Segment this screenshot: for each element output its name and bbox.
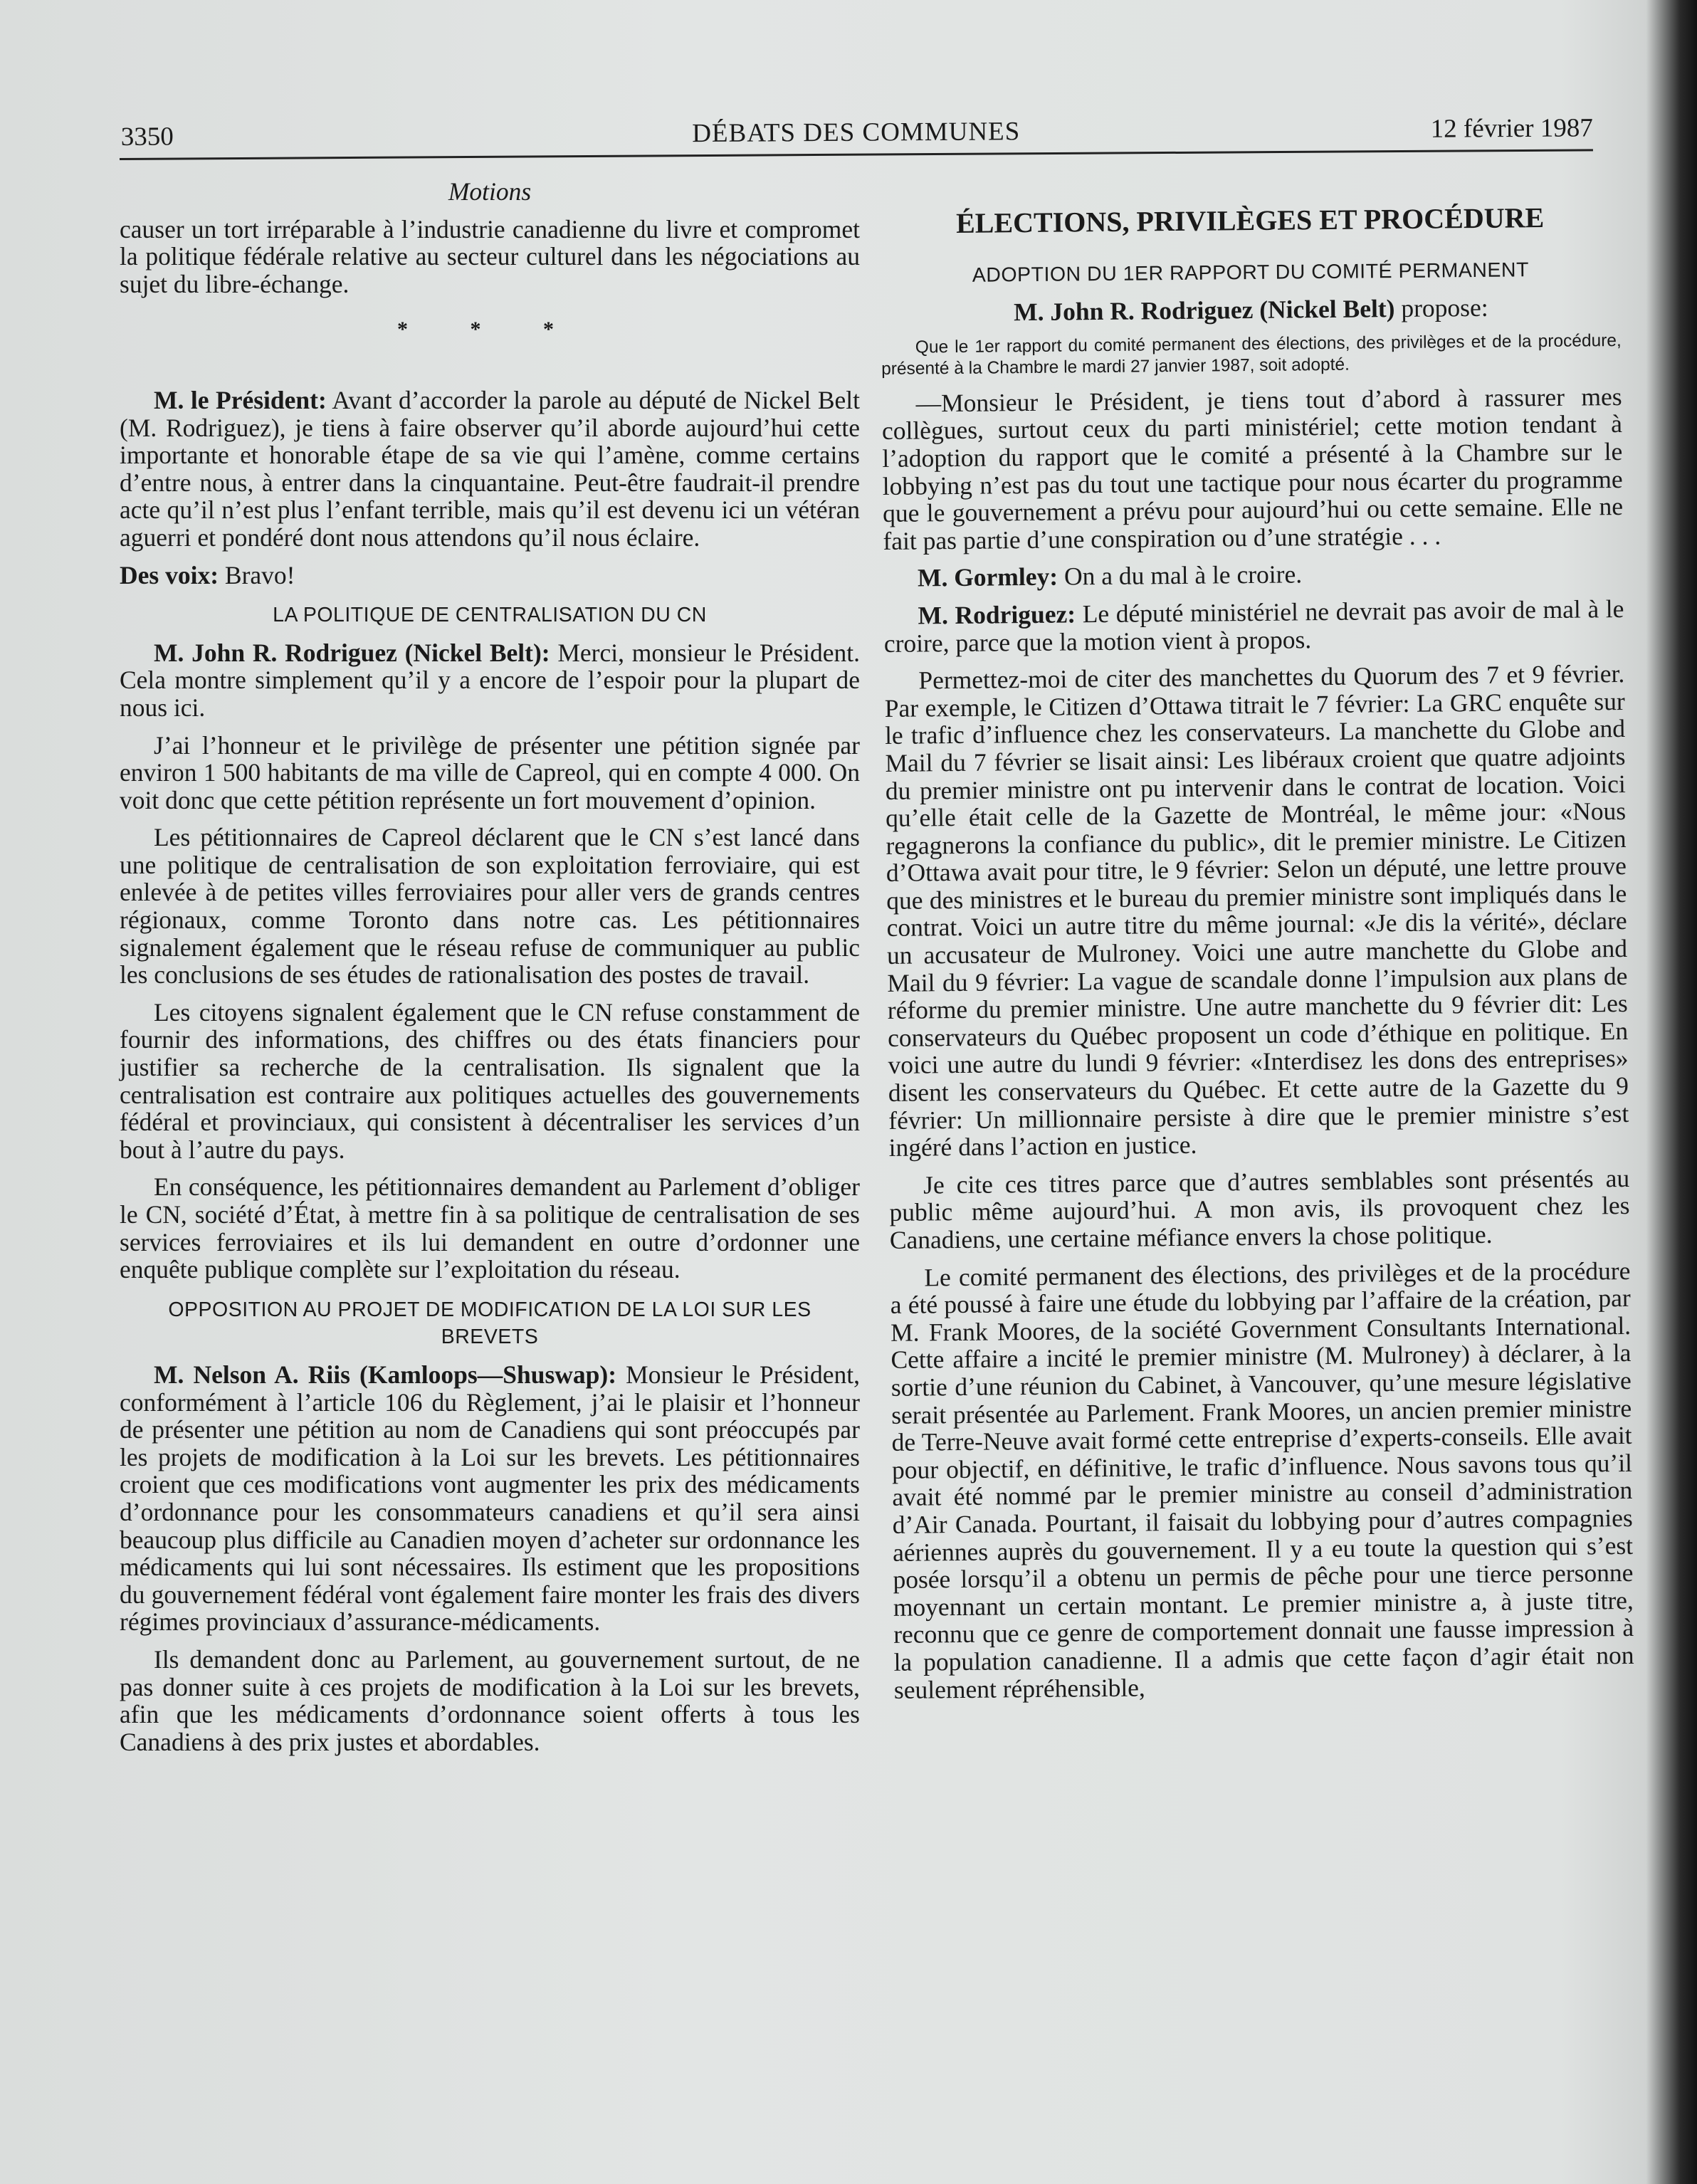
issue-date: 12 février 1987 (1430, 113, 1593, 144)
speaker-name: Des voix: (120, 560, 219, 589)
speech-text: Merci, monsieur le Président. Cela montre simplement qu’il y a encore de l’espoir pour la plupart de nous ici. (120, 638, 860, 722)
paragraph: Le comité permanent des élections, des privilèges et de la procédure a été poussé à faire une étude du lobbying par l’affaire de la création, par M. Frank Moores, de la société Government Consultants International. Cette affaire a incité le premier ministre (M. Mulroney) à déclarer, à la sortie d’une réunion du Cabinet, à Vancouver, qu’une mesure législative serait présentée au Parlement. Frank Moores, un ancien premier ministre de Terre-Neuve avait formé cette entreprise d’experts-conseils. Elle avait pour objectif, en définitive, le trafic d’influence. Nous savons tous qu’il avait été nommé par le premier ministre au conseil d’administration d’Air Canada. Pourtant, il faisait du lobbying pour d’autres compagnies aériennes auprès du gouvernement. Il y a eu toute la question qui s’est posée lorsqu’il a obtenu un permis de pêche pour une tierce personne moyennant un certain montant. Le premier ministre a, à juste titre, reconnu que ce genre de comportement donnait une fausse impression à la population canadienne. Il a admis que cette façon d’agir était non seulement répréhensible, (890, 1256, 1634, 1704)
speech-text: Avant d’accorder la parole au député de Nickel Belt (M. Rodriguez), je tiens à faire observer qu’il aborde aujourd’hui cette importante et honorable étape de sa vie qui l’amène, comme certains d’entre nous, à entrer dans la cinquantaine. Peut-être faudrait-il prendre acte qu’il n’est plus l’enfant terrible, mais qu’il est devenu ici un vétéran aguerri et pondéré dont nous attendons qu’il nous éclaire. (120, 385, 860, 552)
paragraph (120, 639, 860, 722)
paragraph: Je cite ces titres parce que d’autres semblables sont présentés au public même aujourd’hui. A mon avis, ils provoquent chez les Canadiens, une certaine méfiance envers la chose politique. (889, 1163, 1630, 1254)
speaker-name: M. John R. Rodriguez (Nickel Belt) (1013, 294, 1395, 327)
subheading: OPPOSITION AU PROJET DE MODIFICATION DE LA LOI SUR LES BREVETS (168, 1298, 811, 1349)
page-header (120, 106, 1593, 160)
speaker-name: M. le Président: (154, 385, 327, 414)
paragraph: Les citoyens signalent également que le CN refuse constamment de fournir des informations, des chiffres ou des états financiers pour justifier sa recherche de la centralisation. Ils signalent que la centralisation est contraire aux politiques actuelles des gouvernements fédéral et provinciaux, qui consistent à décentraliser les services d’un bout à l’autre du pays. (120, 997, 860, 1164)
paragraph: En conséquence, les pétitionnaires demandent au Parlement d’obliger le CN, société d’État, à mettre fin à sa politique de centralisation de ses services ferroviaires et ils lui demandent en outre d’ordonner une enquête publique complète sur l’exploitation du réseau. (120, 1172, 860, 1284)
paragraph: Les pétitionnaires de Capreol déclarent que le CN s’est lancé dans une politique de centralisation de son exploitation ferroviaire, qui est enlevée à de petites villes ferroviaires pour aller vers de grands centres régionaux, comme Toronto dans notre cas. Les pétitionnaires signalement également que le réseau refuse de communiquer au public les conclusions de ses études de rationalisation des postes de travail. (120, 823, 860, 989)
speech-text: On a du mal à le croire. (1057, 560, 1303, 591)
speaker-name: M. Nelson A. Riis (Kamloops—Shuswap): (154, 1360, 617, 1389)
speech-text: Bravo! (219, 560, 295, 589)
paragraph: Ils demandent donc au Parlement, au gouvernement surtout, de ne pas donner suite à ces projets de modification à la Loi sur les brevets, afin que les médicaments d’ordonnance soient offerts à tous les Canadiens à des prix justes et abordables. (120, 1644, 860, 1756)
section-heading: ÉLECTIONS, PRIVILÈGES ET PROCÉDURE (955, 201, 1545, 239)
paragraph: Permettez-moi de citer des manchettes du Quorum des 7 et 9 février. Par exemple, le Citizen d’Ottawa titrait le 7 février: La GRC enquête sur le trafic d’influence chez les conservateurs. La manchette du Globe and Mail du 7 février se lisait ainsi: Les libéraux croient que quatre adjoints du premier ministre ont pu intervenir dans le contrat de location. Voici qu’elle était celle de la Gazette de Montréal, le même jour: «Nous regagnerons la confiance du public», dit le premier ministre. Le Citizen d’Ottawa avait pour titre, le 9 février: Selon un député, une lettre prouve que des ministres et le bureau du premier ministre sont impliqués dans le contrat. Voici un autre titre du même journal: «Je dis la vérité», déclare un accusateur de Mulroney. Voici une autre manchette du Globe and Mail du 9 février: La vague de scandale donne l’impulsion aux plans de réforme du premier ministre. Une autre manchette du 9 février dit: Les conservateurs du Québec proposent un code d’éthique en politique. En voici une autre du lundi 9 février: «Interdisez les dons des entreprises» disent les conservateurs du Québec. Et cette autre de la Gazette du 9 février: Un millionnaire persiste à dire que le premier ministre s’est ingéré dans l’action en justice. (884, 659, 1629, 1162)
section-break: * * * (397, 317, 582, 342)
speaker-name: M. John R. Rodriguez (Nickel Belt): (154, 638, 550, 667)
right-column (880, 201, 1634, 1713)
left-column (120, 178, 860, 1765)
speech-text: Le député ministériel ne devrait pas avoir de mal à le croire, parce que la motion vient à propos. (883, 594, 1624, 658)
publication-title: DÉBATS DES COMMUNES (692, 117, 1021, 149)
speaker-name: M. Rodriguez: (918, 599, 1076, 630)
speaker-name: M. Gormley: (917, 562, 1058, 592)
paragraph: J’ai l’honneur et le privilège de présenter une pétition signée par environ 1 500 habitants de ma ville de Capreol, qui en compte 4 000. On voit donc que cette pétition représente un fort mouvement d’opinion. (120, 730, 860, 814)
paragraph (883, 557, 1624, 592)
paragraph (120, 387, 860, 552)
paragraph (120, 1361, 860, 1636)
subheading: ADOPTION DU 1ER RAPPORT DU COMITÉ PERMANENT (972, 258, 1530, 287)
paragraph: —Monsieur le Président, je tiens tout d’abord à rassurer mes collègues, surtout ceux du parti ministériel; cette motion tendant à l’adoption du rapport que le comité a présenté à la Chambre sur le lobbying n’est pas du tout une tactique pour nous écarter du programme que le gouvernement a prévu pour aujourd’hui ou cette semaine. Elle ne fait pas partie d’une conspiration ou d’une stratégie . . . (881, 382, 1624, 555)
motion-text: Que le 1er rapport du comité permanent des élections, des privilèges et de la procédure, présenté à la Chambre le mardi 27 janvier 1987, soit adopté. (881, 330, 1622, 379)
paragraph (881, 293, 1621, 327)
speech-text: propose: (1394, 293, 1488, 323)
speech-text: Monsieur le Président, conformément à l’article 106 du Règlement, j’ai le plaisir et l’honneur de présenter une pétition au nom de Canadiens qui sont préoccupés par les projets de modification à la Loi sur les brevets. Les pétitionnaires croient que ces modifications vont augmenter les prix des médicaments d’ordonnance pour les consommateurs canadiens et qu’il sera ainsi beaucoup plus difficile au Canadien moyen d’acheter sur ordonnance les médicaments qui lui sont nécessaires. Ils estiment que les propositions du gouvernement fédéral vont également faire monter les frais des divers régimes provinciaux d’assurance-médicaments. (120, 1360, 861, 1637)
section-label: Motions (448, 177, 532, 206)
subheading: LA POLITIQUE DE CENTRALISATION DU CN (273, 604, 707, 627)
paragraph (120, 562, 860, 589)
paragraph (883, 595, 1624, 657)
page-number: 3350 (120, 122, 174, 152)
paragraph: causer un tort irréparable à l’industrie canadienne du livre et compromet la politique fédérale relative au secteur culturel dans les négociations au sujet du libre-échange. (120, 214, 860, 298)
